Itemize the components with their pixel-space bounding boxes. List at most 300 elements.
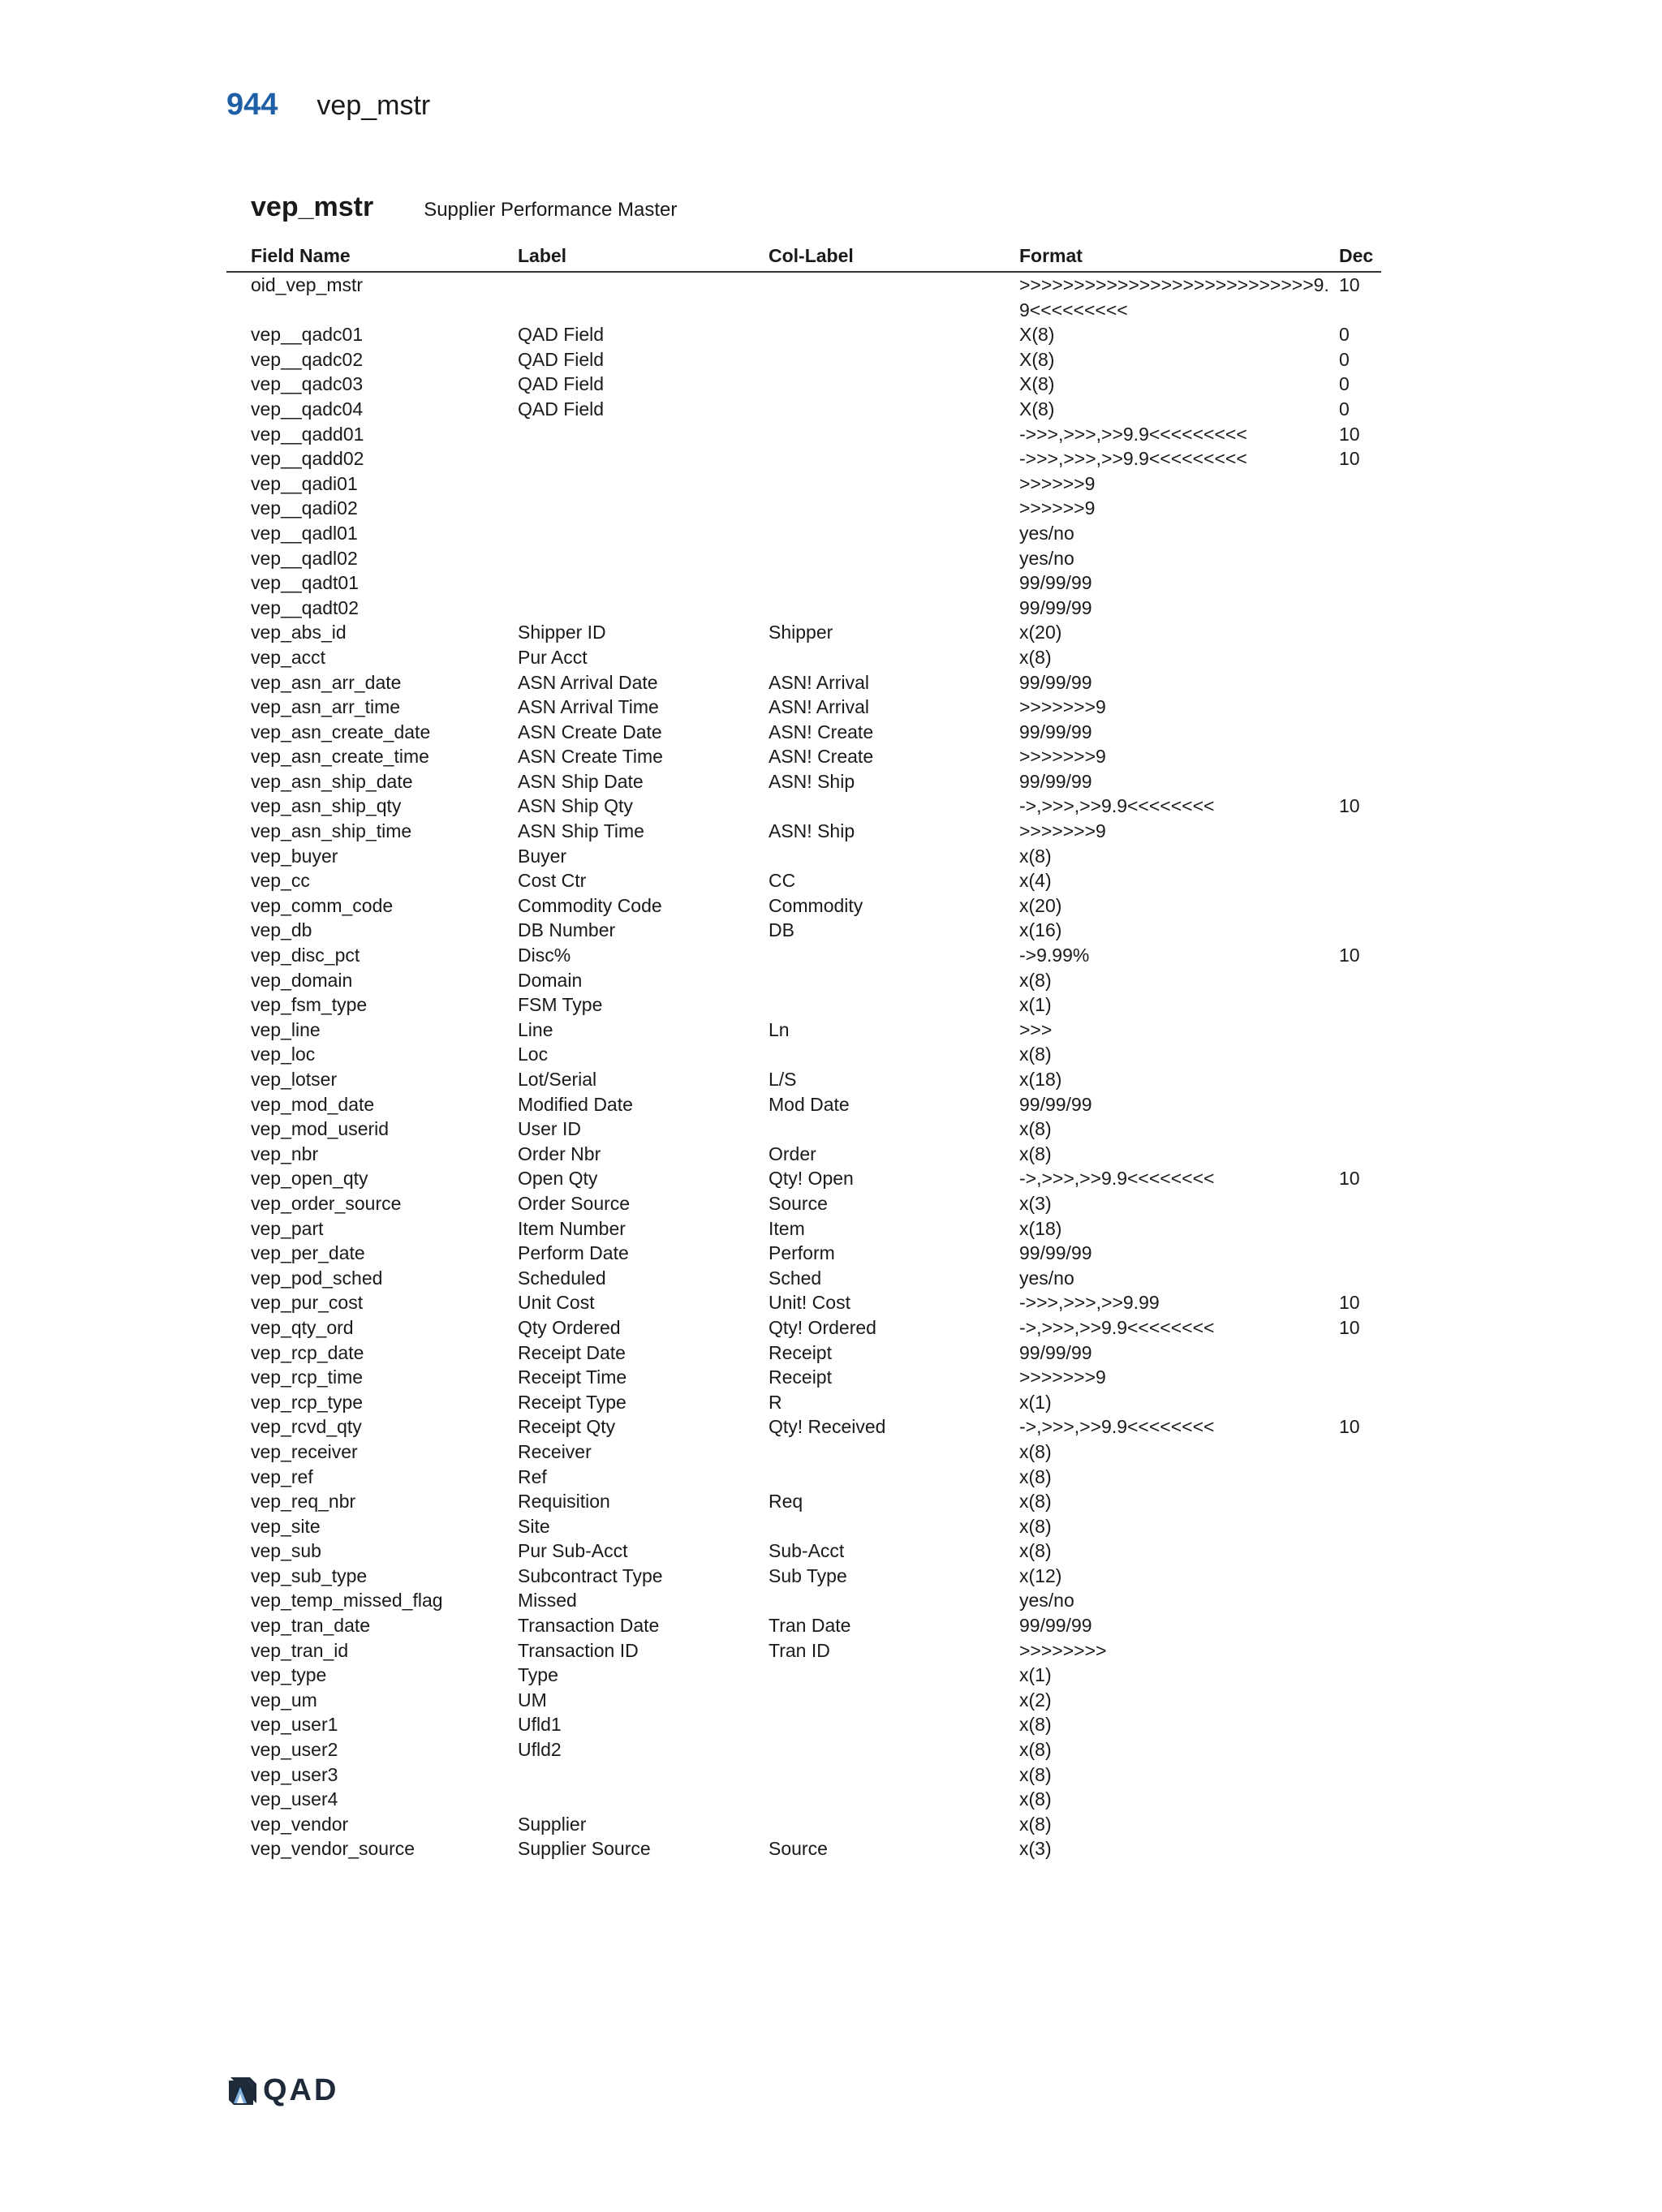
format-cell: x(8)	[1019, 1143, 1052, 1164]
format-cell: >>>>>>>9	[1019, 1366, 1106, 1388]
dec-cell: 0	[1339, 348, 1350, 370]
format-cell: x(8)	[1019, 1714, 1052, 1736]
col-label-cell: Tran Date	[769, 1615, 851, 1637]
col-label-cell: ASN! Ship	[769, 820, 855, 842]
col-label-cell: Qty! Open	[769, 1168, 854, 1190]
field-name-cell: vep_loc	[251, 1044, 316, 1065]
dec-cell: 10	[1339, 1416, 1360, 1438]
label-cell: Type	[518, 1664, 558, 1686]
label-cell: Order Source	[518, 1192, 631, 1214]
table-row	[226, 1117, 1381, 1142]
format-cell: x(8)	[1019, 1813, 1052, 1835]
label-cell: Qty Ordered	[518, 1316, 621, 1338]
label-cell: Site	[518, 1515, 550, 1537]
page-number: 944	[226, 88, 278, 122]
field-name-cell: vep_asn_create_time	[251, 746, 429, 768]
table-row	[226, 546, 1381, 571]
label-cell: Scheduled	[518, 1267, 606, 1289]
format-cell: x(8)	[1019, 1118, 1052, 1140]
format-cell: >>>>>>>9	[1019, 820, 1106, 842]
format-cell: yes/no	[1019, 1267, 1074, 1289]
field-name-cell: vep_vendor	[251, 1813, 349, 1835]
col-label-cell: ASN! Arrival	[769, 696, 869, 718]
field-name-cell: vep_asn_arr_time	[251, 696, 401, 718]
col-label-cell: CC	[769, 870, 796, 892]
table-row	[226, 769, 1381, 794]
col-label-cell: L/S	[769, 1069, 797, 1090]
qad-logo	[226, 2073, 338, 2108]
format-cell: >>>>>>>>>>>>>>>>>>>>>>>>>>>9.9<<<<<<<<<	[1019, 274, 1329, 321]
field-name-cell: vep_sub_type	[251, 1564, 368, 1586]
qad-logo-text: QAD	[263, 2073, 339, 2107]
table-header-row	[226, 242, 1381, 273]
label-cell: UM	[518, 1689, 547, 1711]
field-name-cell: vep_receiver	[251, 1440, 358, 1462]
format-cell: x(12)	[1019, 1564, 1062, 1586]
column-header-col-label: Col-Label	[769, 245, 854, 266]
col-label-cell: Sub Type	[769, 1564, 847, 1586]
format-cell: x(1)	[1019, 1391, 1052, 1413]
field-name-cell: vep__qadt02	[251, 596, 360, 618]
field-name-cell: vep_rcp_type	[251, 1391, 364, 1413]
col-label-cell: Receipt	[769, 1341, 832, 1363]
format-cell: x(20)	[1019, 894, 1062, 916]
table-row	[226, 1142, 1381, 1167]
format-cell: x(2)	[1019, 1689, 1052, 1711]
format-cell: 99/99/99	[1019, 572, 1092, 594]
field-name-cell: vep_asn_create_date	[251, 721, 431, 742]
format-cell: x(8)	[1019, 1540, 1052, 1562]
table-row	[226, 372, 1381, 397]
table-row	[226, 1489, 1381, 1514]
format-cell: x(8)	[1019, 646, 1052, 668]
col-label-cell: Sched	[769, 1267, 822, 1289]
table-row	[226, 1688, 1381, 1713]
label-cell: Ufld1	[518, 1714, 562, 1736]
field-name-cell: vep__qadc01	[251, 324, 364, 346]
field-name-cell: vep__qadd01	[251, 423, 364, 445]
col-label-cell: Sub-Acct	[769, 1540, 845, 1562]
table-row	[226, 1266, 1381, 1291]
col-label-cell: ASN! Create	[769, 721, 874, 742]
format-cell: X(8)	[1019, 398, 1055, 420]
format-cell: ->,>>>,>>9.9<<<<<<<<	[1019, 1316, 1215, 1338]
dec-cell: 10	[1339, 795, 1360, 817]
label-cell: DB Number	[518, 919, 616, 941]
field-name-cell: vep_rcvd_qty	[251, 1416, 362, 1438]
field-name-cell: vep_site	[251, 1515, 321, 1537]
table-name: vep_mstr	[251, 192, 374, 222]
field-table	[226, 242, 1381, 1861]
table-body	[226, 273, 1381, 1861]
format-cell: 99/99/99	[1019, 1093, 1092, 1115]
field-name-cell: vep_asn_ship_date	[251, 770, 413, 792]
format-cell: x(1)	[1019, 1664, 1052, 1686]
field-name-cell: vep_asn_arr_date	[251, 671, 402, 693]
field-name-cell: vep_user2	[251, 1739, 338, 1761]
label-cell: Modified Date	[518, 1093, 633, 1115]
field-name-cell: vep__qadl01	[251, 522, 358, 544]
format-cell: >>>>>>>9	[1019, 696, 1106, 718]
table-row	[226, 1092, 1381, 1117]
field-name-cell: vep_vendor_source	[251, 1838, 416, 1860]
field-name-cell: vep__qadi02	[251, 497, 358, 519]
col-label-cell: Receipt	[769, 1366, 832, 1388]
field-name-cell: vep_rcp_time	[251, 1366, 364, 1388]
table-row	[226, 322, 1381, 347]
table-row	[226, 893, 1381, 919]
table-row	[226, 1341, 1381, 1366]
dec-cell: 0	[1339, 398, 1350, 420]
field-name-cell: vep__qadt01	[251, 572, 360, 594]
format-cell: 99/99/99	[1019, 1615, 1092, 1637]
label-cell: Transaction Date	[518, 1615, 660, 1637]
col-label-cell: Item	[769, 1217, 805, 1239]
table-row	[226, 819, 1381, 844]
format-cell: >>>>>>9	[1019, 497, 1096, 519]
field-name-cell: vep_fsm_type	[251, 994, 368, 1016]
field-name-cell: vep_per_date	[251, 1242, 365, 1264]
col-label-cell: Source	[769, 1192, 828, 1214]
field-name-cell: vep__qadc02	[251, 348, 364, 370]
field-name-cell: vep_user1	[251, 1714, 338, 1736]
table-row	[226, 446, 1381, 471]
dec-cell: 10	[1339, 1316, 1360, 1338]
label-cell: Receiver	[518, 1440, 592, 1462]
field-name-cell: vep__qadl02	[251, 547, 358, 569]
label-cell: Commodity Code	[518, 894, 662, 916]
table-heading	[251, 192, 677, 223]
table-row	[226, 844, 1381, 869]
format-cell: x(8)	[1019, 1763, 1052, 1785]
dec-cell: 10	[1339, 945, 1360, 966]
label-cell: Requisition	[518, 1491, 610, 1513]
col-label-cell: Mod Date	[769, 1093, 850, 1115]
format-cell: x(3)	[1019, 1192, 1052, 1214]
table-row	[226, 1166, 1381, 1191]
field-name-cell: vep_asn_ship_qty	[251, 795, 402, 817]
table-row	[226, 645, 1381, 670]
table-row	[226, 1638, 1381, 1663]
format-cell: 99/99/99	[1019, 671, 1092, 693]
format-cell: ->,>>>,>>9.9<<<<<<<<	[1019, 1168, 1215, 1190]
table-row	[226, 1365, 1381, 1390]
table-row	[226, 347, 1381, 372]
format-cell: x(8)	[1019, 1739, 1052, 1761]
field-name-cell: vep_cc	[251, 870, 310, 892]
field-name-cell: vep__qadi01	[251, 472, 358, 494]
label-cell: Supplier	[518, 1813, 587, 1835]
dec-cell: 0	[1339, 324, 1350, 346]
table-row	[226, 1018, 1381, 1043]
format-cell: 99/99/99	[1019, 1341, 1092, 1363]
field-name-cell: vep_asn_ship_time	[251, 820, 412, 842]
field-name-cell: vep__qadd02	[251, 448, 364, 470]
table-row	[226, 1241, 1381, 1266]
label-cell: Receipt Date	[518, 1341, 626, 1363]
table-row	[226, 1042, 1381, 1067]
table-row	[226, 620, 1381, 645]
field-name-cell: vep_comm_code	[251, 894, 394, 916]
col-label-cell: Tran ID	[769, 1639, 830, 1661]
field-name-cell: vep__qadc03	[251, 373, 364, 395]
table-row	[226, 1564, 1381, 1589]
format-cell: yes/no	[1019, 547, 1074, 569]
label-cell: QAD Field	[518, 348, 605, 370]
table-row	[226, 968, 1381, 993]
label-cell: QAD Field	[518, 373, 605, 395]
table-row	[226, 1762, 1381, 1788]
table-row	[226, 596, 1381, 621]
label-cell: ASN Create Date	[518, 721, 662, 742]
label-cell: Ref	[518, 1465, 547, 1487]
field-name-cell: vep_abs_id	[251, 622, 347, 643]
dec-cell: 10	[1339, 1292, 1360, 1314]
dec-cell: 10	[1339, 448, 1360, 470]
format-cell: ->>>,>>>,>>9.99	[1019, 1292, 1160, 1314]
field-name-cell: vep_um	[251, 1689, 317, 1711]
field-name-cell: vep_line	[251, 1018, 321, 1040]
field-name-cell: vep_rcp_date	[251, 1341, 364, 1363]
col-label-cell: Perform	[769, 1242, 835, 1264]
table-row	[226, 1812, 1381, 1837]
label-cell: Transaction ID	[518, 1639, 639, 1661]
label-cell: Item Number	[518, 1217, 626, 1239]
dec-cell: 10	[1339, 423, 1360, 445]
label-cell: Order Nbr	[518, 1143, 601, 1164]
label-cell: Open Qty	[518, 1168, 598, 1190]
page-header	[226, 88, 430, 123]
table-row	[226, 1390, 1381, 1415]
label-cell: ASN Arrival Time	[518, 696, 659, 718]
table-row	[226, 1836, 1381, 1861]
format-cell: X(8)	[1019, 373, 1055, 395]
label-cell: QAD Field	[518, 398, 605, 420]
label-cell: Unit Cost	[518, 1292, 595, 1314]
format-cell: x(8)	[1019, 1440, 1052, 1462]
table-row	[226, 1067, 1381, 1092]
field-name-cell: vep_open_qty	[251, 1168, 368, 1190]
table-row	[226, 1712, 1381, 1737]
column-header-label: Label	[518, 245, 567, 266]
table-row	[226, 992, 1381, 1018]
col-label-cell: Unit! Cost	[769, 1292, 850, 1314]
table-row	[226, 1465, 1381, 1490]
label-cell: Pur Acct	[518, 646, 588, 668]
table-row	[226, 1737, 1381, 1762]
table-row	[226, 1216, 1381, 1242]
table-row	[226, 918, 1381, 943]
format-cell: 99/99/99	[1019, 1242, 1092, 1264]
format-cell: 99/99/99	[1019, 596, 1092, 618]
label-cell: ASN Create Time	[518, 746, 663, 768]
label-cell: Buyer	[518, 845, 567, 867]
field-name-cell: vep_lotser	[251, 1069, 338, 1090]
column-header-dec: Dec	[1339, 245, 1374, 266]
qad-logo-icon	[226, 2076, 258, 2107]
label-cell: Missed	[518, 1590, 577, 1612]
format-cell: >>>>>>>>	[1019, 1639, 1107, 1661]
table-row	[226, 496, 1381, 521]
format-cell: yes/no	[1019, 522, 1074, 544]
table-row	[226, 744, 1381, 769]
table-row	[226, 1290, 1381, 1315]
field-name-cell: vep_buyer	[251, 845, 338, 867]
label-cell: QAD Field	[518, 324, 605, 346]
format-cell: X(8)	[1019, 324, 1055, 346]
field-name-cell: vep_disc_pct	[251, 945, 360, 966]
table-row	[226, 1191, 1381, 1216]
format-cell: X(8)	[1019, 348, 1055, 370]
dec-cell: 10	[1339, 274, 1360, 295]
field-name-cell: vep_order_source	[251, 1192, 402, 1214]
field-name-cell: vep_pod_sched	[251, 1267, 383, 1289]
format-cell: x(3)	[1019, 1838, 1052, 1860]
format-cell: x(8)	[1019, 969, 1052, 991]
running-title: vep_mstr	[316, 90, 431, 121]
format-cell: x(8)	[1019, 1788, 1052, 1810]
table-row	[226, 570, 1381, 596]
field-name-cell: vep_req_nbr	[251, 1491, 356, 1513]
table-row	[226, 422, 1381, 447]
label-cell: Disc%	[518, 945, 571, 966]
format-cell: >>>>>>>9	[1019, 746, 1106, 768]
col-label-cell: Req	[769, 1491, 803, 1513]
label-cell: ASN Ship Qty	[518, 795, 633, 817]
label-cell: Pur Sub-Acct	[518, 1540, 628, 1562]
label-cell: Domain	[518, 969, 583, 991]
field-name-cell: vep_pur_cost	[251, 1292, 364, 1314]
format-cell: x(8)	[1019, 845, 1052, 867]
format-cell: x(8)	[1019, 1044, 1052, 1065]
col-label-cell: Source	[769, 1838, 828, 1860]
label-cell: Receipt Qty	[518, 1416, 616, 1438]
table-row	[226, 1514, 1381, 1539]
label-cell: ASN Ship Date	[518, 770, 644, 792]
format-cell: x(4)	[1019, 870, 1052, 892]
table-row	[226, 943, 1381, 968]
format-cell: ->9.99%	[1019, 945, 1090, 966]
label-cell: Loc	[518, 1044, 549, 1065]
field-name-cell: vep_user4	[251, 1788, 338, 1810]
field-name-cell: oid_vep_mstr	[251, 274, 364, 295]
table-row	[226, 720, 1381, 745]
table-row	[226, 794, 1381, 819]
field-name-cell: vep_mod_date	[251, 1093, 375, 1115]
table-row	[226, 1539, 1381, 1564]
col-label-cell: ASN! Ship	[769, 770, 855, 792]
label-cell: Ufld2	[518, 1739, 562, 1761]
label-cell: Shipper ID	[518, 622, 606, 643]
label-cell: Supplier Source	[518, 1838, 651, 1860]
format-cell: x(18)	[1019, 1217, 1062, 1239]
table-row	[226, 695, 1381, 720]
col-label-cell: ASN! Create	[769, 746, 874, 768]
field-name-cell: vep_temp_missed_flag	[251, 1590, 443, 1612]
table-row	[226, 397, 1381, 422]
format-cell: x(8)	[1019, 1465, 1052, 1487]
col-label-cell: Commodity	[769, 894, 863, 916]
format-cell: x(8)	[1019, 1491, 1052, 1513]
table-row	[226, 273, 1381, 322]
field-name-cell: vep_db	[251, 919, 312, 941]
field-name-cell: vep_domain	[251, 969, 353, 991]
table-row	[226, 1663, 1381, 1688]
col-label-cell: Ln	[769, 1018, 790, 1040]
field-name-cell: vep_acct	[251, 646, 326, 668]
col-label-cell: DB	[769, 919, 794, 941]
table-description: Supplier Performance Master	[424, 199, 678, 221]
field-name-cell: vep_user3	[251, 1763, 338, 1785]
col-label-cell: ASN! Arrival	[769, 671, 869, 693]
table-row	[226, 1315, 1381, 1341]
col-label-cell: R	[769, 1391, 782, 1413]
format-cell: >>>>>>9	[1019, 472, 1096, 494]
field-name-cell: vep_nbr	[251, 1143, 319, 1164]
table-row	[226, 670, 1381, 695]
table-row	[226, 1787, 1381, 1812]
column-header-field-name: Field Name	[251, 245, 351, 266]
format-cell: ->>>,>>>,>>9.9<<<<<<<<<	[1019, 448, 1247, 470]
table-row	[226, 471, 1381, 497]
field-name-cell: vep_ref	[251, 1465, 313, 1487]
format-cell: yes/no	[1019, 1590, 1074, 1612]
col-label-cell: Shipper	[769, 622, 833, 643]
label-cell: ASN Arrival Date	[518, 671, 658, 693]
dec-cell: 10	[1339, 1168, 1360, 1190]
format-cell: ->>>,>>>,>>9.9<<<<<<<<<	[1019, 423, 1247, 445]
label-cell: Receipt Time	[518, 1366, 627, 1388]
format-cell: >>>	[1019, 1018, 1053, 1040]
column-header-format: Format	[1019, 245, 1083, 266]
col-label-cell: Qty! Received	[769, 1416, 886, 1438]
format-cell: 99/99/99	[1019, 770, 1092, 792]
label-cell: FSM Type	[518, 994, 603, 1016]
field-name-cell: vep__qadc04	[251, 398, 364, 420]
table-row	[226, 1440, 1381, 1465]
label-cell: Line	[518, 1018, 553, 1040]
label-cell: Perform Date	[518, 1242, 629, 1264]
table-row	[226, 1613, 1381, 1638]
format-cell: x(18)	[1019, 1069, 1062, 1090]
label-cell: User ID	[518, 1118, 581, 1140]
field-name-cell: vep_type	[251, 1664, 327, 1686]
label-cell: Subcontract Type	[518, 1564, 663, 1586]
table-row	[226, 1588, 1381, 1613]
format-cell: x(20)	[1019, 622, 1062, 643]
field-name-cell: vep_mod_userid	[251, 1118, 390, 1140]
format-cell: ->,>>>,>>9.9<<<<<<<<	[1019, 1416, 1215, 1438]
format-cell: x(1)	[1019, 994, 1052, 1016]
field-name-cell: vep_tran_id	[251, 1639, 349, 1661]
table-row	[226, 868, 1381, 893]
format-cell: x(8)	[1019, 1515, 1052, 1537]
label-cell: Cost Ctr	[518, 870, 587, 892]
label-cell: Receipt Type	[518, 1391, 626, 1413]
col-label-cell: Qty! Ordered	[769, 1316, 876, 1338]
table-row	[226, 1414, 1381, 1440]
field-name-cell: vep_qty_ord	[251, 1316, 354, 1338]
format-cell: x(16)	[1019, 919, 1062, 941]
dec-cell: 0	[1339, 373, 1350, 395]
label-cell: ASN Ship Time	[518, 820, 644, 842]
table-row	[226, 521, 1381, 546]
label-cell: Lot/Serial	[518, 1069, 597, 1090]
field-name-cell: vep_tran_date	[251, 1615, 371, 1637]
field-name-cell: vep_sub	[251, 1540, 321, 1562]
format-cell: 99/99/99	[1019, 721, 1092, 742]
col-label-cell: Order	[769, 1143, 816, 1164]
